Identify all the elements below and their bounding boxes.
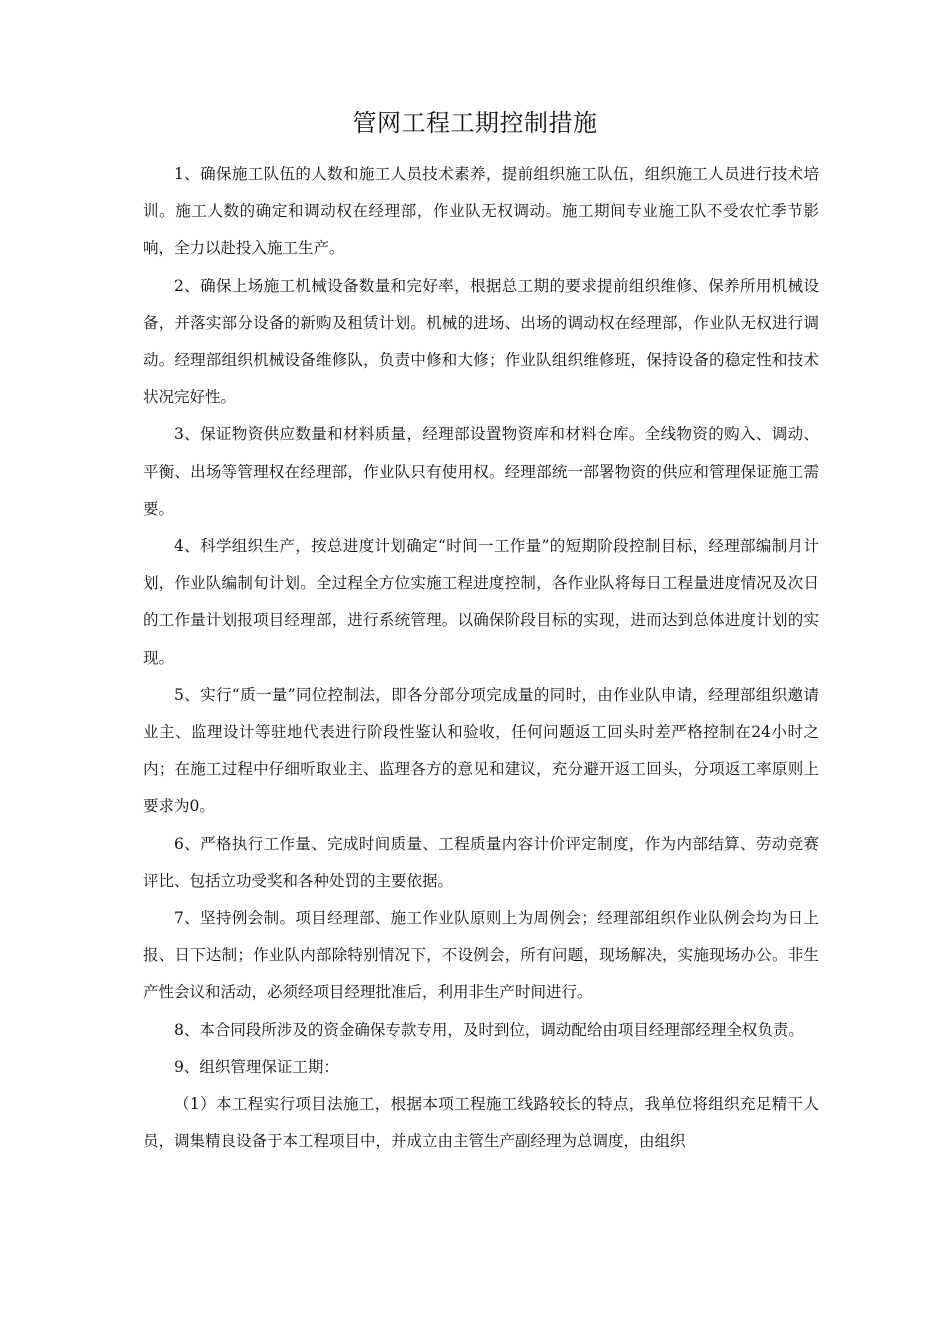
paragraph-3: 3、保证物资供应数量和材料质量，经理部设置物资库和材料仓库。全线物资的购入、调动、平衡、出场等管理权在经理部，作业队只有使用权。经理部统一部署物资的供应和管理保证施工需要。: [143, 425, 819, 518]
paragraph-9: 9、组织管理保证工期：: [174, 1057, 339, 1076]
paragraph-2: 2、确保上场施工机械设备数量和完好率，根据总工期的要求提前组织维修、保养所用机械设备，并落实部分设备的新购及租赁计划。机械的进场、出场的调动权在经理部，作业队无权进行调动。经理部组织机械设备维修队，负责中修和大修；作业队组织维修班，保持设备的稳定性和技术状况完好性。: [143, 276, 819, 407]
paragraph-8: 8、本合同段所涉及的资金确保专款专用，及时到位，调动配给由项目经理部经理全权负责。: [174, 1020, 804, 1039]
paragraph-4: 4、科学组织生产，按总进度计划确定“时间一工作量”的短期阶段控制目标，经理部编制月计划，作业队编制旬计划。全过程全方位实施工程进度控制，各作业队将每日工程量进度情况及次日的工作量计划报项目经理部，进行系统管理。以确保阶段目标的实现，进而达到总体进度计划的实现。: [143, 537, 819, 667]
paragraph-6: 6、严格执行工作量、完成时间质量、工程质量内容计价评定制度，作为内部结算、劳动竞赛评比、包括立功受奖和各种处罚的主要依据。: [143, 834, 819, 890]
paragraph-5: 5、实行“质一量”同位控制法，即各分部分项完成量的同时，由作业队申请，经理部组织邀请业主、监理设计等驻地代表进行阶段性鉴认和验收，任何问题返工回头时差严格控制在24小时之内；在施工过程中仔细听取业主、监理各方的意见和建议，充分避开返工回头，分项返工率原则上要求为0。: [143, 685, 819, 816]
document-title: 管网工程工期控制措施: [352, 109, 598, 137]
paragraph-9-1: （1）本工程实行项目法施工，根据本项工程施工线路较长的特点，我单位将组织充足精干人员，调集精良设备于本工程项目中，并成立由主管生产副经理为总调度，由组织: [143, 1095, 819, 1151]
document-body: [143, 156, 819, 1160]
paragraph-7: 7、坚持例会制。项目经理部、施工作业队原则上为周例会；经理部组织作业队例会均为日上报、日下达制；作业队内部除特别情况下，不设例会，所有问题，现场解决，实施现场办公。非生产性会议和活动，必须经项目经理批准后，利用非生产时间进行。: [143, 909, 819, 1002]
paragraph-1: 1、确保施工队伍的人数和施工人员技术素养，提前组织施工队伍，组织施工人员进行技术培训。施工人数的确定和调动权在经理部，作业队无权调动。施工期间专业施工队不受农忙季节影响，全力以赴投入施工生产。: [143, 165, 819, 258]
